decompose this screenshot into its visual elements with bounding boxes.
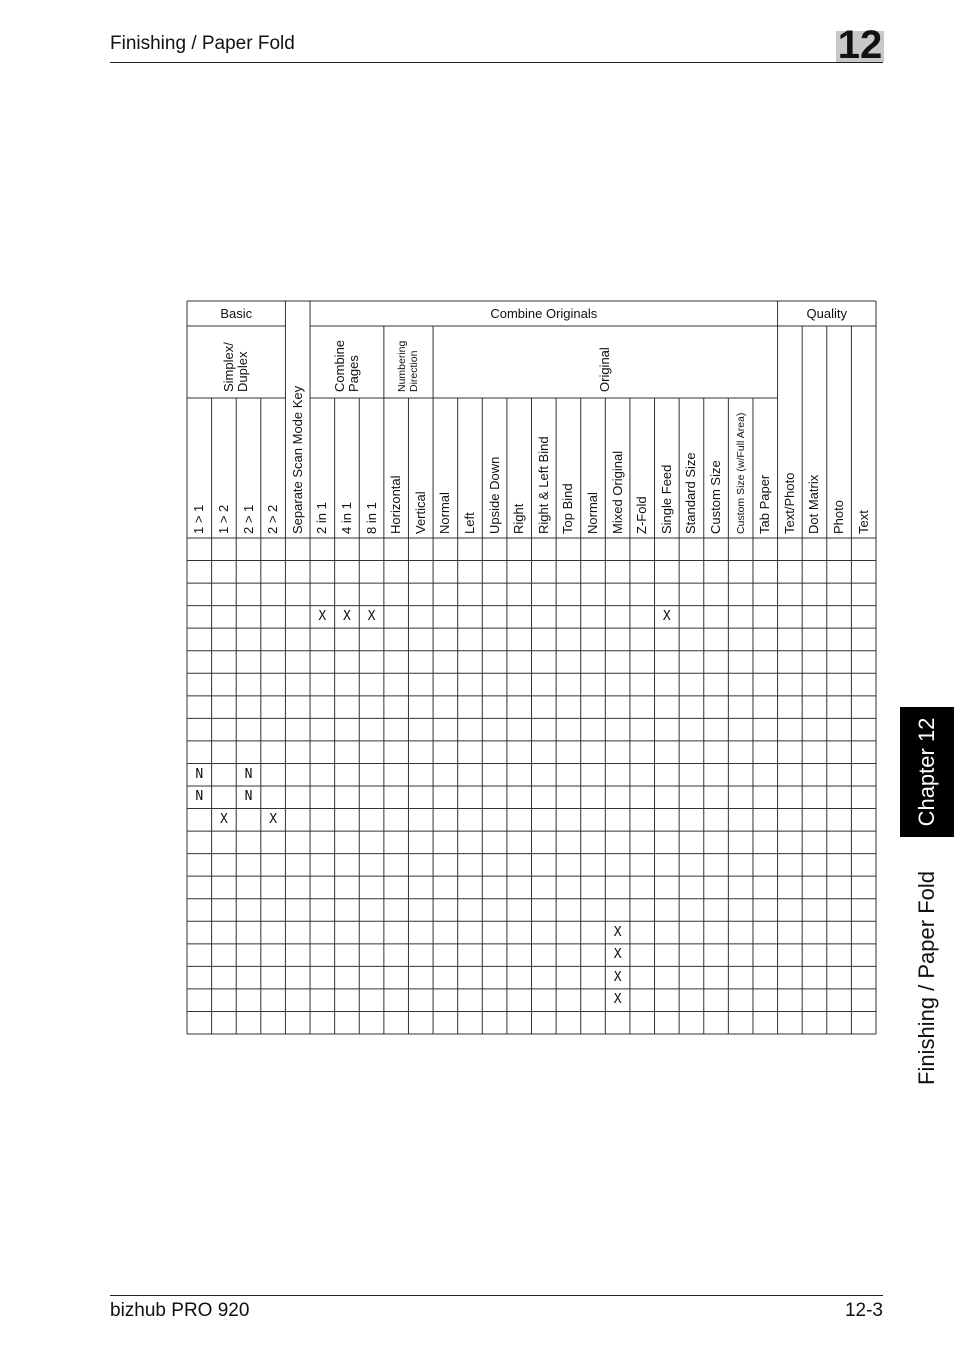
table-mark: N — [244, 766, 253, 782]
table-mark: X — [613, 992, 622, 1008]
group-basic: Basic — [220, 306, 253, 321]
column-header: 1 > 1 — [191, 504, 207, 534]
table-mark: N — [244, 789, 253, 805]
column-header: 8 in 1 — [363, 502, 379, 534]
column-header: Text — [855, 510, 871, 534]
table-mark: N — [195, 766, 204, 782]
column-header: 2 > 1 — [240, 504, 256, 534]
chapter-tab-label: Chapter 12 — [914, 717, 939, 827]
table-mark: X — [613, 969, 622, 985]
header-rule — [110, 62, 883, 63]
table-mark: X — [613, 947, 622, 963]
column-header: 1 > 2 — [215, 504, 231, 534]
subgroup-combine-pages: Pages — [345, 355, 361, 392]
chapter-tab — [900, 707, 954, 837]
chapter-number: 12 — [837, 23, 883, 67]
footer-page-number: 12-3 — [844, 1300, 883, 1321]
subgroup-original: Original — [597, 347, 613, 392]
subgroup-combine-pages: Combine — [331, 339, 347, 392]
table-mark: N — [195, 789, 204, 805]
column-header: 2 in 1 — [314, 502, 330, 534]
column-header: Dot Matrix — [806, 474, 822, 534]
column-header: Right — [511, 503, 527, 534]
column-header: 4 in 1 — [338, 502, 354, 534]
column-header: Separate Scan Mode Key — [289, 385, 305, 534]
page-header-title: Finishing / Paper Fold — [110, 33, 295, 54]
column-header: Mixed Original — [609, 450, 625, 534]
column-header: Left — [461, 512, 477, 534]
footer-rule — [110, 1295, 883, 1296]
table-mark: X — [343, 608, 351, 624]
column-header: Normal — [437, 492, 453, 534]
column-header: Single Feed — [658, 464, 674, 534]
section-side-label-text: Finishing / Paper Fold — [914, 870, 939, 1085]
subgroup-numbering-direction: Direction — [408, 350, 421, 392]
column-header: Vertical — [412, 491, 428, 534]
column-header: Custom Size (w/Full Area) — [734, 412, 747, 534]
column-header: Horizontal — [388, 475, 404, 534]
column-header: Standard Size — [683, 452, 699, 534]
column-header: Photo — [831, 500, 847, 534]
table-mark: X — [318, 608, 327, 624]
column-header: Upside Down — [486, 456, 502, 534]
subgroup-numbering-direction: Numbering — [396, 340, 409, 392]
column-header: Text/Photo — [781, 472, 797, 534]
column-header: Top Bind — [560, 483, 576, 534]
group-combine-originals: Combine Originals — [490, 306, 598, 321]
column-header: Normal — [585, 492, 601, 534]
table-mark: X — [367, 608, 376, 624]
footer-product: bizhub PRO 920 — [110, 1300, 250, 1321]
column-header: Z-Fold — [634, 496, 650, 534]
column-header: Custom Size — [708, 460, 724, 534]
table-mark: X — [662, 608, 671, 624]
column-header: Tab Paper — [757, 474, 773, 534]
group-quality: Quality — [806, 306, 847, 321]
column-header: 2 > 2 — [265, 504, 281, 534]
subgroup-simplex-duplex: Simplex/ — [221, 342, 237, 392]
subgroup-simplex-duplex: Duplex — [235, 351, 251, 392]
table-mark: X — [613, 924, 622, 940]
table-mark: X — [219, 811, 228, 827]
table-mark: X — [269, 811, 278, 827]
section-side-label — [900, 845, 954, 1110]
column-header: Right & Left Bind — [535, 436, 551, 534]
